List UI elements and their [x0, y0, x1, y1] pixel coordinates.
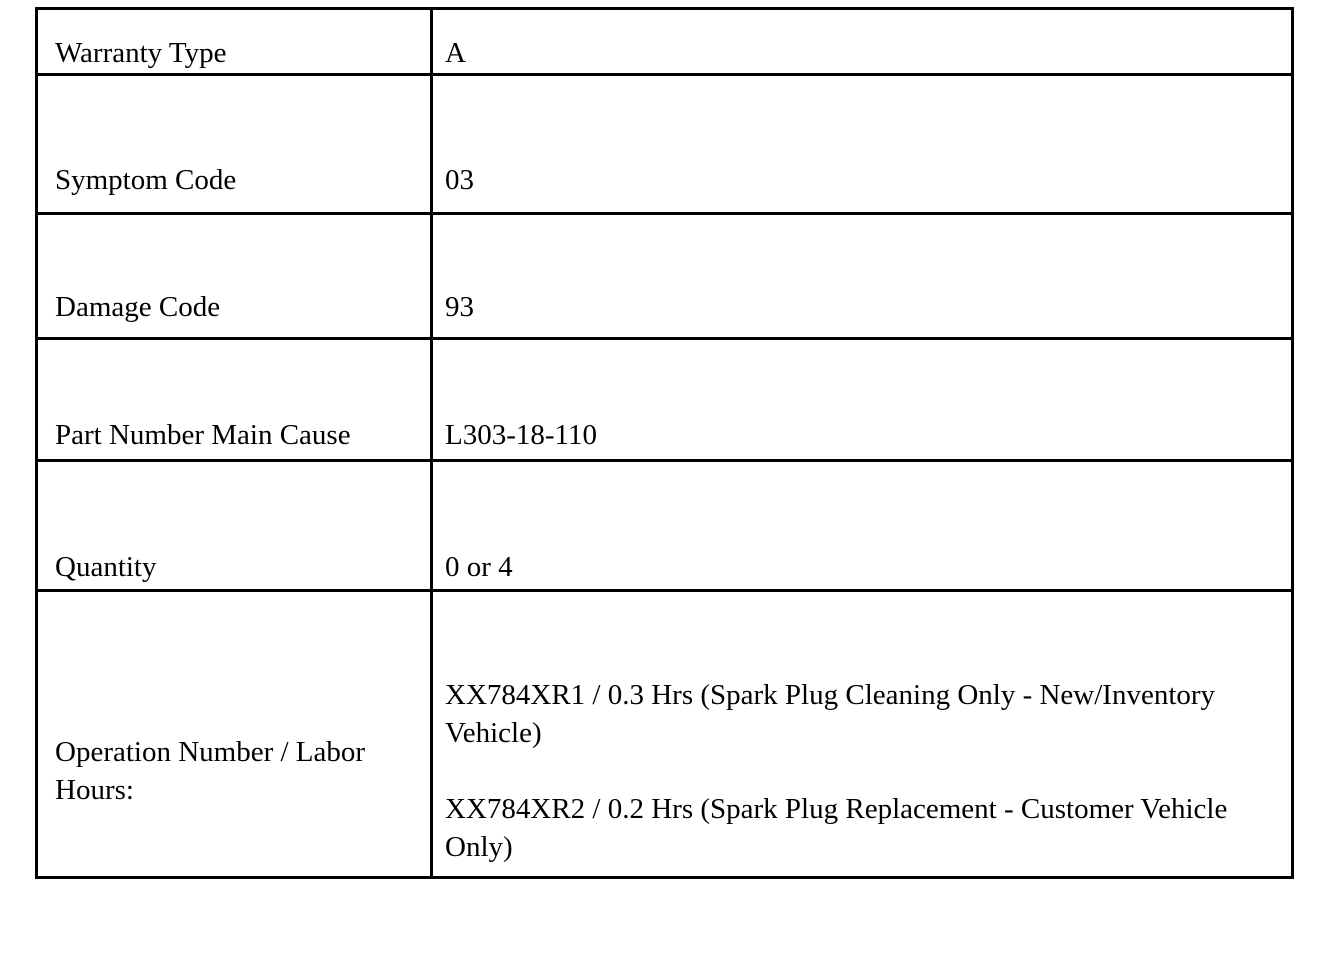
- symptom-code-label: Symptom Code: [37, 75, 432, 214]
- table-row: [37, 339, 1293, 461]
- table-row: [37, 75, 1293, 214]
- table-row: [37, 9, 1293, 75]
- quantity-value: 0 or 4: [432, 461, 1293, 591]
- table-row: [37, 461, 1293, 591]
- operation-entry: XX784XR1 / 0.3 Hrs (Spark Plug Cleaning Only - New/Inventory Vehicle): [445, 679, 1216, 749]
- operation-labor-value: [432, 591, 1293, 878]
- quantity-label: Quantity: [37, 461, 432, 591]
- table-row: [37, 591, 1293, 878]
- warranty-info-table: [35, 7, 1294, 879]
- part-number-label: Part Number Main Cause: [37, 339, 432, 461]
- operation-labor-label: Operation Number / Labor Hours:: [37, 591, 432, 878]
- warranty-type-label: Warranty Type: [37, 9, 432, 75]
- operation-entry: XX784XR2 / 0.2 Hrs (Spark Plug Replacement - Customer Vehicle Only): [445, 793, 1228, 863]
- part-number-value: L303-18-110: [432, 339, 1293, 461]
- entry-spacer: [445, 752, 1291, 790]
- damage-code-value: 93: [432, 214, 1293, 339]
- warranty-type-value: A: [432, 9, 1293, 75]
- damage-code-label: Damage Code: [37, 214, 432, 339]
- table-row: [37, 214, 1293, 339]
- symptom-code-value: 03: [432, 75, 1293, 214]
